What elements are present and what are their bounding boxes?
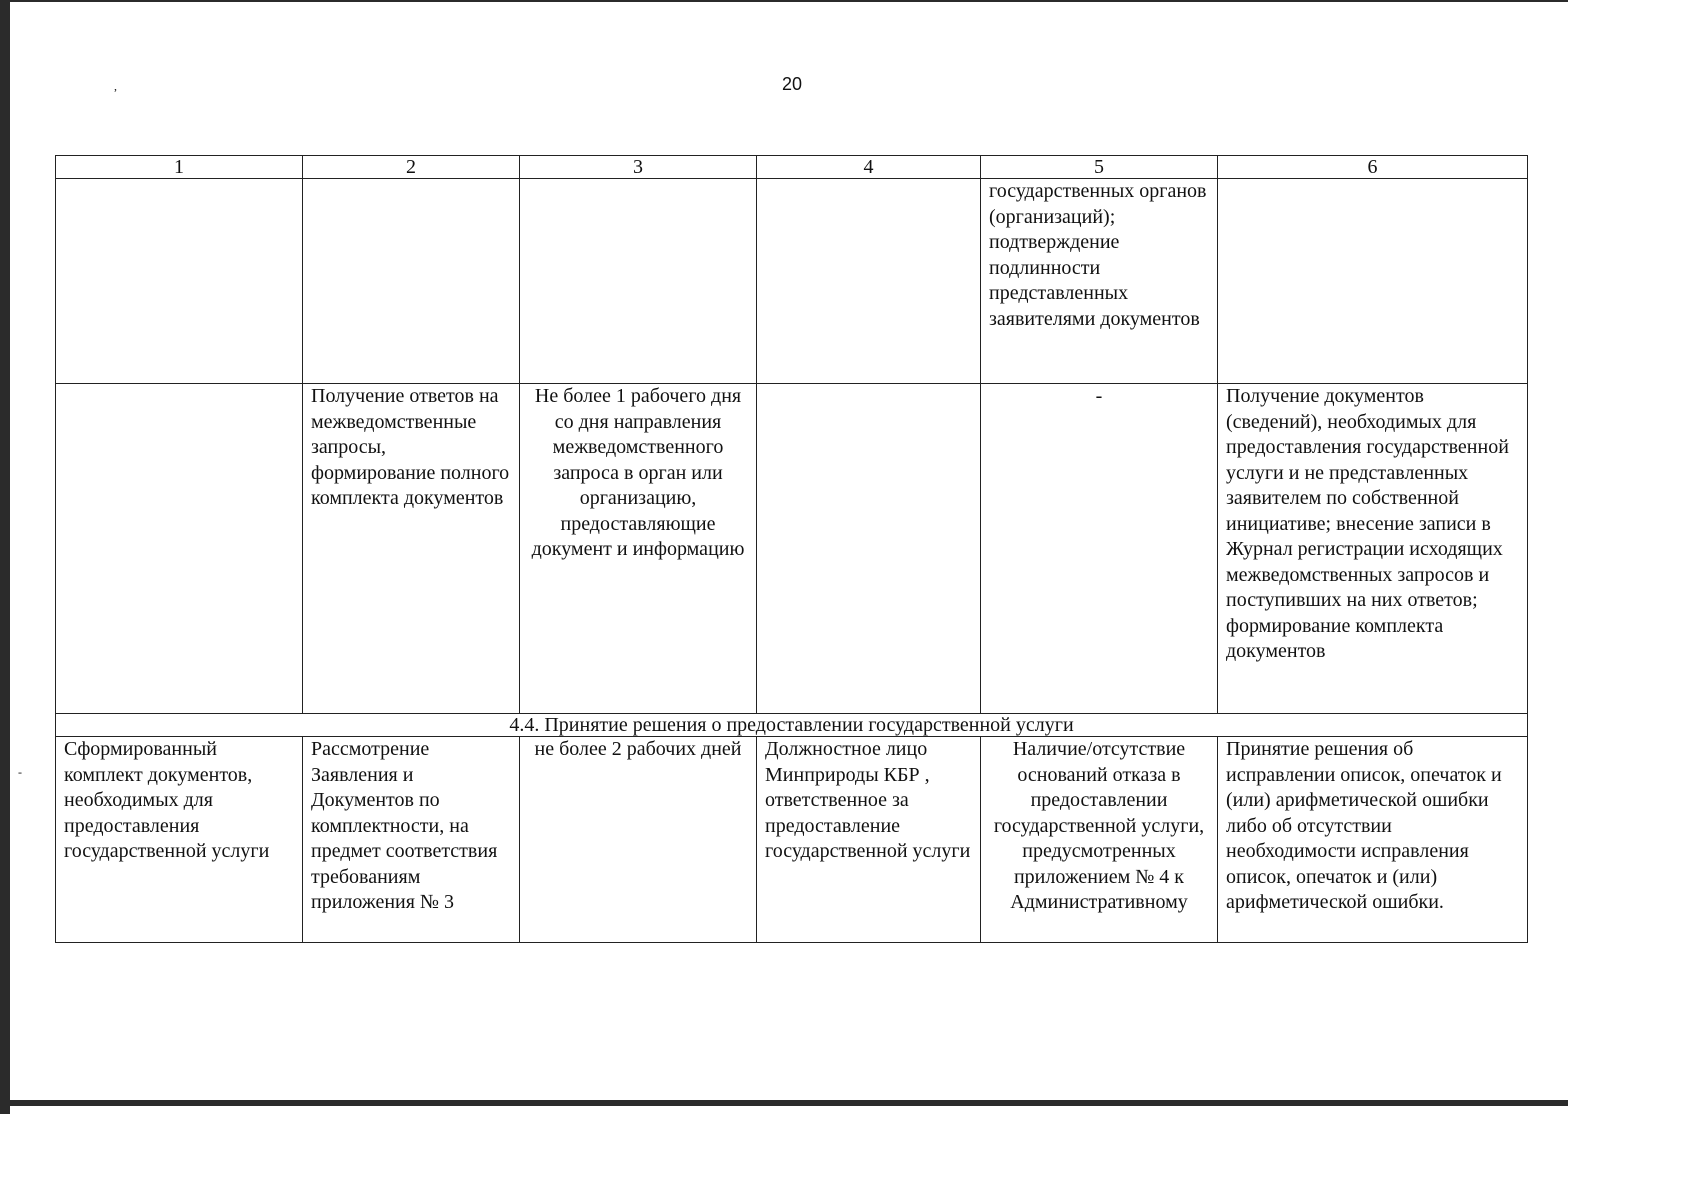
row2-col2: Получение ответов на межведомственные запросы, формирование полного комплекта документов bbox=[303, 384, 520, 714]
table-row-continuation bbox=[56, 179, 1528, 384]
row1-col6 bbox=[1218, 179, 1528, 384]
row2-col5: - bbox=[981, 384, 1218, 714]
procedure-table bbox=[55, 155, 1528, 943]
header-cell-1: 1 bbox=[56, 156, 303, 179]
header-cell-3: 3 bbox=[520, 156, 757, 179]
table-row-responses bbox=[56, 384, 1528, 714]
page-number: 20 bbox=[781, 74, 803, 94]
header-row bbox=[56, 156, 1528, 179]
scan-mark-top: , bbox=[114, 79, 117, 93]
scan-border-top bbox=[0, 0, 1568, 2]
row1-col5: государственных органов (организаций); подтверждение подлинности представленных заявителями документов bbox=[981, 179, 1218, 384]
row2-col1 bbox=[56, 384, 303, 714]
header-cell-4: 4 bbox=[757, 156, 981, 179]
header-cell-5: 5 bbox=[981, 156, 1218, 179]
section-heading: 4.4. Принятие решения о предоставлении государственной услуги bbox=[56, 714, 1528, 737]
section-row bbox=[56, 714, 1528, 737]
row3-col4: Должностное лицо Минприроды КБР , ответственное за предоставление государственной услуги bbox=[757, 737, 981, 943]
row3-col2: Рассмотрение Заявления и Документов по комплектности, на предмет соответствия требованиям приложения № 3 bbox=[303, 737, 520, 943]
row3-col1: Сформированный комплект документов, необходимых для предоставления государственной услуги bbox=[56, 737, 303, 943]
row2-col4 bbox=[757, 384, 981, 714]
scan-mark-left: - bbox=[18, 765, 22, 779]
row1-col1 bbox=[56, 179, 303, 384]
row3-col6: Принятие решения об исправлении описок, опечаток и (или) арифметической ошибки либо об отсутствии необходимости исправления описок, опечаток и (или) арифметической ошибки. bbox=[1218, 737, 1528, 943]
header-cell-6: 6 bbox=[1218, 156, 1528, 179]
header-cell-2: 2 bbox=[303, 156, 520, 179]
row1-col4 bbox=[757, 179, 981, 384]
scan-border-left bbox=[0, 0, 10, 1114]
row2-col6: Получение документов (сведений), необходимых для предоставления государственной услуги и не представленных заявителем по собственной инициативе; внесение записи в Журнал регистрации исходящих межведомственных запросов и поступивших на них ответов; формирование комплекта документов bbox=[1218, 384, 1528, 714]
row1-col3 bbox=[520, 179, 757, 384]
row3-col5: Наличие/отсутствие оснований отказа в предоставлении государственной услуги, предусмотренных приложением № 4 к Административному bbox=[981, 737, 1218, 943]
row3-col3: не более 2 рабочих дней bbox=[520, 737, 757, 943]
row2-col3: Не более 1 рабочего дня со дня направления межведомственного запроса в орган или организацию, предоставляющие документ и информацию bbox=[520, 384, 757, 714]
table-row-decision bbox=[56, 737, 1528, 943]
scan-border-bottom bbox=[0, 1100, 1568, 1106]
row1-col2 bbox=[303, 179, 520, 384]
